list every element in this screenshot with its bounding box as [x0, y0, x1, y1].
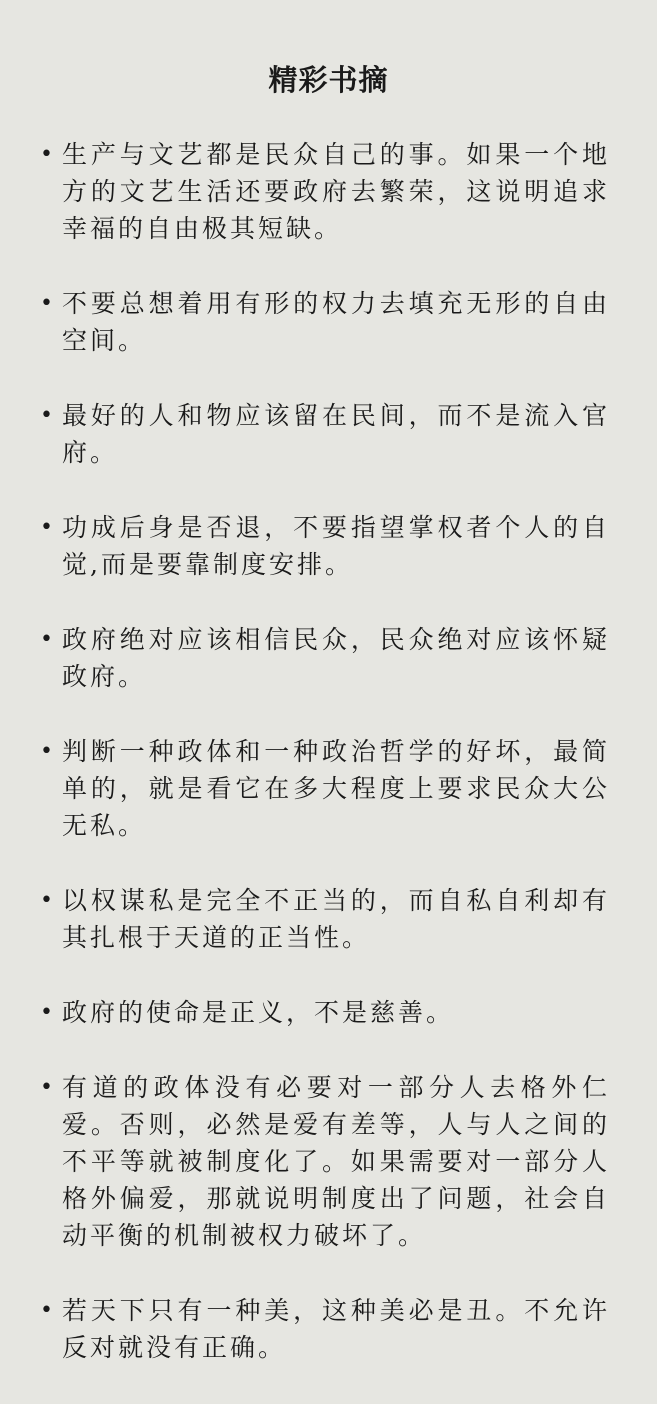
quote-text: 政府绝对应该相信民众，民众绝对应该怀疑政府。 [62, 625, 610, 691]
bullet-icon: • [40, 1298, 53, 1323]
list-item [40, 285, 610, 359]
bullet-icon: • [40, 291, 53, 316]
bullet-icon: • [40, 1075, 53, 1100]
bullet-icon: • [40, 403, 53, 428]
quote-list [40, 136, 610, 1404]
quote-text: 若天下只有一种美，这种美必是丑。不允许反对就没有正确。 [62, 1296, 610, 1362]
list-item [40, 136, 610, 247]
quote-text: 以权谋私是完全不正当的，而自私自利却有其扎根于天道的正当性。 [62, 886, 610, 952]
bullet-icon: • [40, 888, 53, 913]
bullet-icon: • [40, 627, 53, 652]
bullet-icon: • [40, 142, 53, 167]
list-item [40, 882, 610, 956]
bullet-icon: • [40, 1000, 53, 1025]
quote-text: 有道的政体没有必要对一部分人去格外仁爱。否则，必然是爱有差等，人与人之间的不平等就被制度化了。如果需要对一部分人格外偏爱，那就说明制度出了问题，社会自动平衡的机制被权力破坏了。 [62, 1073, 610, 1250]
quote-text: 生产与文艺都是民众自己的事。如果一个地方的文艺生活还要政府去繁荣，这说明追求幸福的自由极其短缺。 [62, 140, 610, 243]
list-item [40, 733, 610, 844]
bullet-icon: • [40, 515, 53, 540]
quote-text: 最好的人和物应该留在民间，而不是流入官府。 [62, 401, 610, 467]
quote-text: 判断一种政体和一种政治哲学的好坏，最简单的，就是看它在多大程度上要求民众大公无私。 [62, 737, 610, 840]
bullet-icon: • [40, 739, 53, 764]
list-item [40, 397, 610, 471]
quote-text: 政府的使命是正义，不是慈善。 [62, 998, 455, 1027]
quote-text: 功成后身是否退，不要指望掌权者个人的自觉,而是要靠制度安排。 [62, 513, 610, 579]
quote-text: 不要总想着用有形的权力去填充无形的自由空间。 [62, 289, 610, 355]
list-item [40, 509, 610, 583]
list-item [40, 1069, 610, 1254]
page-title: 精彩书摘 [268, 63, 389, 97]
list-item [40, 1292, 610, 1366]
list-item [40, 994, 610, 1031]
list-item [40, 621, 610, 695]
